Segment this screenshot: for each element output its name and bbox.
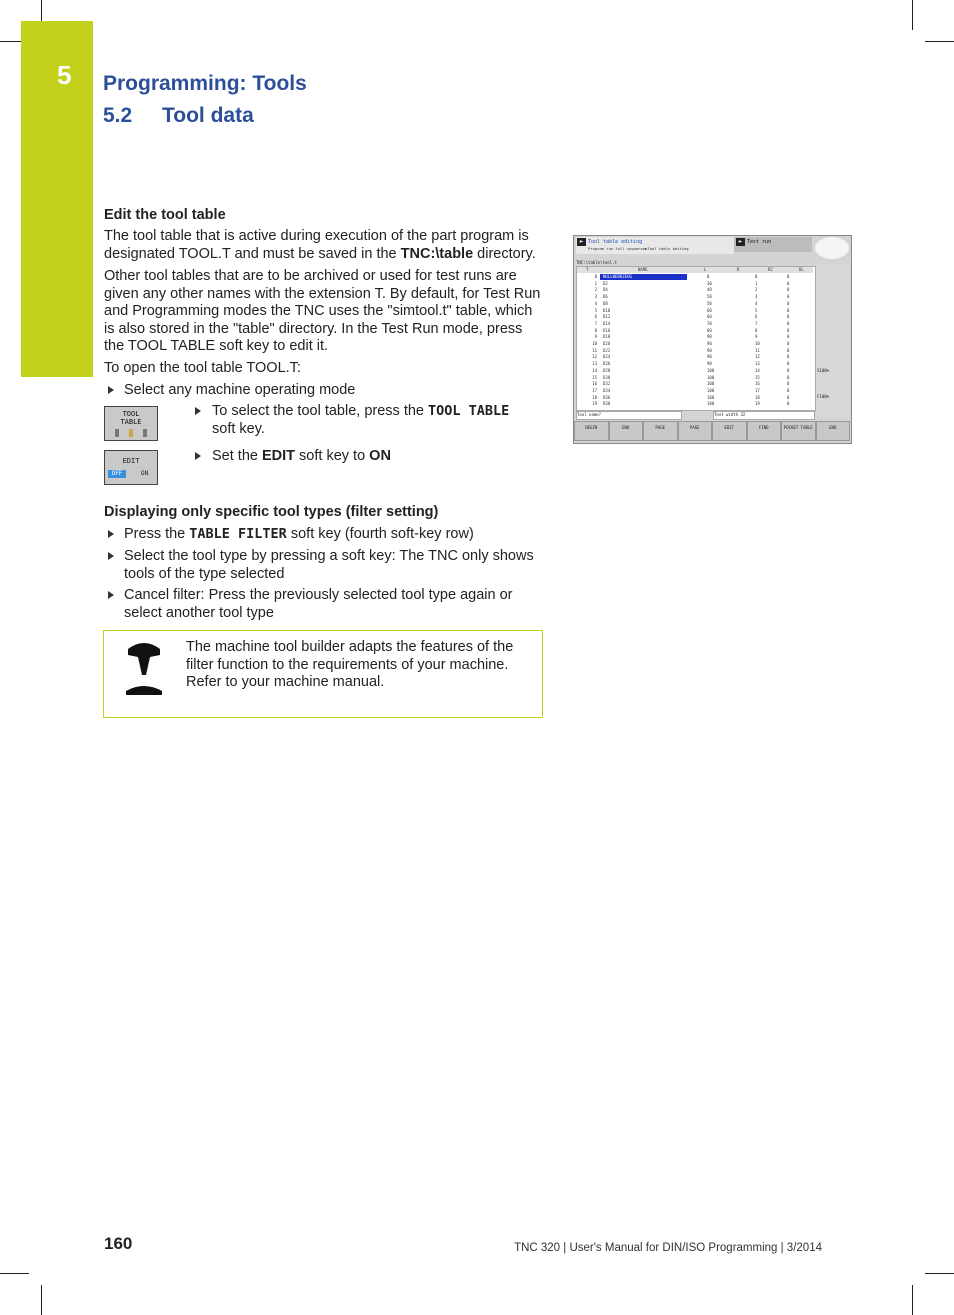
table-row[interactable] — [577, 328, 813, 334]
table-cell: D30 — [603, 374, 611, 380]
table-cell: 0 — [787, 327, 790, 333]
bullet-item: Cancel filter: Press the previously selected tool type again or select another tool type — [124, 587, 513, 621]
crop-mark — [925, 1273, 954, 1274]
table-cell: 7 — [594, 320, 598, 326]
table-cell: 0 — [787, 394, 790, 400]
table-row[interactable] — [577, 334, 813, 340]
edit-softkey-image: EDIT OFF ON — [104, 450, 158, 485]
table-cell: 0 — [787, 387, 790, 393]
bullet-item: Press the TABLE FILTER soft key (fourth soft-key row) — [124, 526, 474, 542]
table-cell: NULLWERKZEUG — [603, 274, 632, 279]
table-cell: 50 — [707, 300, 712, 306]
bullet-item: Select the tool type by pressing a soft key: The TNC only shows tools of the type selected — [124, 548, 534, 582]
table-cell: 2 — [594, 287, 598, 293]
table-row[interactable] — [577, 381, 813, 387]
table-cell: 90 — [707, 334, 712, 340]
tool-icon — [143, 429, 147, 437]
bullet-arrow-icon — [195, 452, 201, 460]
table-cell: 0 — [787, 287, 790, 293]
table-cell: 100 — [707, 374, 715, 380]
table-cell: D28 — [603, 367, 611, 373]
table-cell: 17 — [755, 387, 760, 393]
table-row[interactable] — [577, 308, 813, 314]
mode-icon: ► — [577, 238, 586, 246]
table-cell: 10 — [592, 341, 598, 346]
table-cell: 0 — [787, 347, 790, 353]
table-cell: 10 — [755, 341, 760, 346]
table-cell: 3 — [755, 294, 758, 300]
table-cell: 0 — [787, 294, 790, 300]
table-cell: 0 — [787, 367, 790, 373]
table-cell: D36 — [603, 394, 611, 400]
table-cell: 4 — [755, 300, 758, 306]
table-row[interactable] — [577, 314, 813, 320]
table-cell: 11 — [592, 347, 598, 353]
table-cell: 90 — [707, 347, 712, 353]
table-cell: 18 — [755, 394, 760, 400]
table-cell: D14 — [603, 320, 611, 326]
test-run-label: Test run — [747, 239, 772, 245]
col-header: NAME — [638, 267, 648, 272]
col-header: L — [704, 267, 707, 272]
table-cell: 0 — [787, 374, 790, 380]
softkey-button[interactable]: PAGE — [678, 421, 713, 441]
table-cell: 0 — [787, 280, 790, 286]
softkey-button[interactable]: POCKET TABLE — [781, 421, 816, 441]
table-cell: 13 — [592, 361, 598, 367]
table-cell: 1 — [755, 280, 758, 286]
table-cell: 7 — [755, 320, 758, 326]
crop-mark — [912, 1285, 913, 1315]
table-cell: 80 — [707, 327, 712, 333]
bullet-arrow-icon — [195, 407, 201, 415]
table-cell: 5 — [755, 307, 758, 313]
table-cell: 0 — [755, 274, 758, 279]
table-cell: 19 — [755, 401, 760, 407]
table-cell: 90 — [707, 341, 712, 346]
table-cell: 0 — [787, 381, 790, 387]
bullet-arrow-icon — [108, 552, 114, 560]
table-cell: 5 — [594, 307, 598, 313]
table-cell: D24 — [603, 354, 611, 360]
table-row[interactable] — [577, 354, 813, 360]
table-cell: D20 — [603, 341, 611, 346]
note-box — [103, 630, 543, 718]
softkey-button[interactable]: BEGIN — [574, 421, 609, 441]
col-header: T — [586, 267, 589, 272]
table-cell: 9 — [755, 334, 758, 340]
step-item: Set the EDIT soft key to ON — [212, 448, 391, 464]
paragraph: Other tool tables that are to be archived or used for test runs are given any other names with the extension T. By default, for Test Run and Programming modes the TNC uses the "simtool.t" table, which is also stored in the "table" directory. In the Test Run mode, press the TOOL TABLE soft key to edit it. — [104, 268, 541, 355]
table-cell: 18 — [592, 394, 598, 400]
crop-mark — [41, 0, 42, 22]
table-cell: D10 — [603, 307, 611, 313]
table-cell: D2 — [603, 280, 608, 286]
s-override: S100% — [817, 368, 830, 373]
table-row[interactable] — [577, 287, 813, 293]
table-cell: 0 — [787, 361, 790, 367]
section-title: Tool data — [162, 104, 254, 127]
table-cell: 3 — [594, 294, 598, 300]
col-header: R — [737, 267, 740, 272]
chapter-title: Programming: Tools — [103, 72, 307, 95]
table-cell: 11 — [755, 347, 760, 353]
table-cell: 60 — [707, 314, 712, 320]
table-cell: D26 — [603, 361, 611, 367]
crop-mark — [41, 1285, 42, 1315]
tool-icon — [115, 429, 119, 437]
edit-heading: Edit the tool table — [104, 207, 226, 223]
table-cell: 12 — [755, 354, 760, 360]
table-row[interactable] — [577, 368, 813, 374]
table-cell: 0 — [787, 401, 790, 407]
table-cell: D32 — [603, 381, 611, 387]
table-row[interactable] — [577, 294, 813, 300]
table-cell: 6 — [755, 314, 758, 320]
crop-mark — [912, 0, 913, 30]
paragraph: To open the tool table TOOL.T: — [104, 360, 301, 376]
table-cell: 9 — [594, 334, 598, 340]
status-left: Tool name? — [576, 411, 682, 420]
table-cell: D18 — [603, 334, 611, 340]
mode-title: Tool table editing — [588, 239, 643, 245]
table-cell: 0 — [787, 307, 790, 313]
table-cell: D38 — [603, 401, 611, 407]
table-cell: 100 — [707, 394, 715, 400]
table-cell: 16 — [755, 381, 760, 387]
status-right: Text width 32 — [713, 411, 815, 420]
table-row[interactable] — [577, 274, 813, 280]
section-number: 5.2 — [103, 104, 133, 127]
softkey-button[interactable]: EDIT — [712, 421, 747, 441]
softkey-button[interactable]: END — [609, 421, 644, 441]
table-cell: 19 — [592, 401, 598, 407]
table-row[interactable] — [577, 321, 813, 327]
clock-icon — [815, 237, 849, 259]
note-text: The machine tool builder adapts the features of the filter function to the requirements of your machine. Refer to your machine manual. — [186, 639, 514, 691]
step-item: To select the tool table, press the TOOL TABLE soft key. — [212, 403, 510, 437]
bullet-arrow-icon — [108, 530, 114, 538]
tool-icon — [129, 429, 133, 437]
table-cell: D6 — [603, 294, 608, 300]
table-path: TNC:\table\tool.t — [576, 260, 617, 265]
table-cell: 90 — [707, 361, 712, 367]
table-cell: 90 — [707, 354, 712, 360]
softkey-button[interactable]: FIND — [747, 421, 782, 441]
table-row[interactable] — [577, 341, 813, 347]
table-cell: 6 — [594, 314, 598, 320]
table-cell: 0 — [787, 341, 790, 346]
machine-manual-icon — [124, 641, 164, 701]
table-cell: 2 — [755, 287, 758, 293]
f-override: F100% — [817, 394, 830, 399]
crop-mark — [925, 41, 954, 42]
tnc-screenshot — [573, 235, 852, 444]
table-cell: 70 — [707, 320, 712, 326]
table-cell: 100 — [707, 381, 715, 387]
table-cell: 15 — [755, 374, 760, 380]
table-row[interactable] — [577, 395, 813, 401]
crop-mark — [0, 1273, 29, 1274]
table-cell: 100 — [707, 387, 715, 393]
col-header: R2 — [768, 267, 773, 272]
table-cell: D8 — [603, 300, 608, 306]
table-row[interactable] — [577, 281, 813, 287]
doc-title: TNC 320 | User's Manual for DIN/ISO Programming | 3/2014 — [514, 1242, 822, 1254]
tool-table-softkey-image: TOOL TABLE — [104, 406, 158, 441]
table-cell: 60 — [707, 307, 712, 313]
table-cell: 13 — [755, 361, 760, 367]
softkey-button[interactable]: PAGE — [643, 421, 678, 441]
table-cell: 16 — [592, 381, 598, 387]
table-row[interactable] — [577, 348, 813, 354]
table-cell: 50 — [707, 294, 712, 300]
table-cell: 0 — [707, 274, 710, 279]
table-cell: 0 — [787, 274, 790, 279]
table-cell: 12 — [592, 354, 598, 360]
table-cell: D34 — [603, 387, 611, 393]
table-cell: D12 — [603, 314, 611, 320]
mode-sub: Program run full sequence▶Tool table editing — [588, 246, 689, 251]
crop-mark — [0, 41, 22, 42]
table-cell: 17 — [592, 387, 598, 393]
table-cell: 14 — [755, 367, 760, 373]
table-cell: 0 — [787, 334, 790, 340]
paragraph: The tool table that is active during execution of the part program is designated TOOL.T and must be saved in the TNC:\table directory. — [104, 228, 536, 262]
table-cell: 0 — [787, 320, 790, 326]
table-cell: 0 — [594, 274, 598, 279]
page-number: 160 — [104, 1234, 133, 1253]
chapter-number: 5 — [57, 60, 72, 90]
table-cell: 100 — [707, 367, 715, 373]
table-row[interactable] — [577, 375, 813, 381]
filter-heading: Displaying only specific tool types (filter setting) — [104, 504, 439, 520]
table-cell: 4 — [594, 300, 598, 306]
table-cell: 1 — [594, 280, 598, 286]
test-run-icon: ► — [736, 238, 745, 246]
table-cell: 0 — [787, 314, 790, 320]
table-cell: 40 — [707, 287, 712, 293]
table-row[interactable] — [577, 388, 813, 394]
table-cell: D22 — [603, 347, 611, 353]
table-cell: 100 — [707, 401, 715, 407]
table-cell: 8 — [755, 327, 758, 333]
bullet-arrow-icon — [108, 591, 114, 599]
col-header: DL — [799, 267, 804, 272]
table-cell: 8 — [594, 327, 598, 333]
table-cell: 15 — [592, 374, 598, 380]
table-cell: 0 — [787, 354, 790, 360]
table-row[interactable] — [577, 401, 813, 407]
table-row[interactable] — [577, 361, 813, 367]
softkey-button[interactable]: END — [816, 421, 851, 441]
bullet-arrow-icon — [108, 386, 114, 394]
table-cell: D16 — [603, 327, 611, 333]
step-item: Select any machine operating mode — [124, 382, 356, 398]
table-cell: 30 — [707, 280, 712, 286]
table-cell: 14 — [592, 367, 598, 373]
table-cell: 0 — [787, 300, 790, 306]
table-row[interactable] — [577, 301, 813, 307]
table-cell: D4 — [603, 287, 608, 293]
